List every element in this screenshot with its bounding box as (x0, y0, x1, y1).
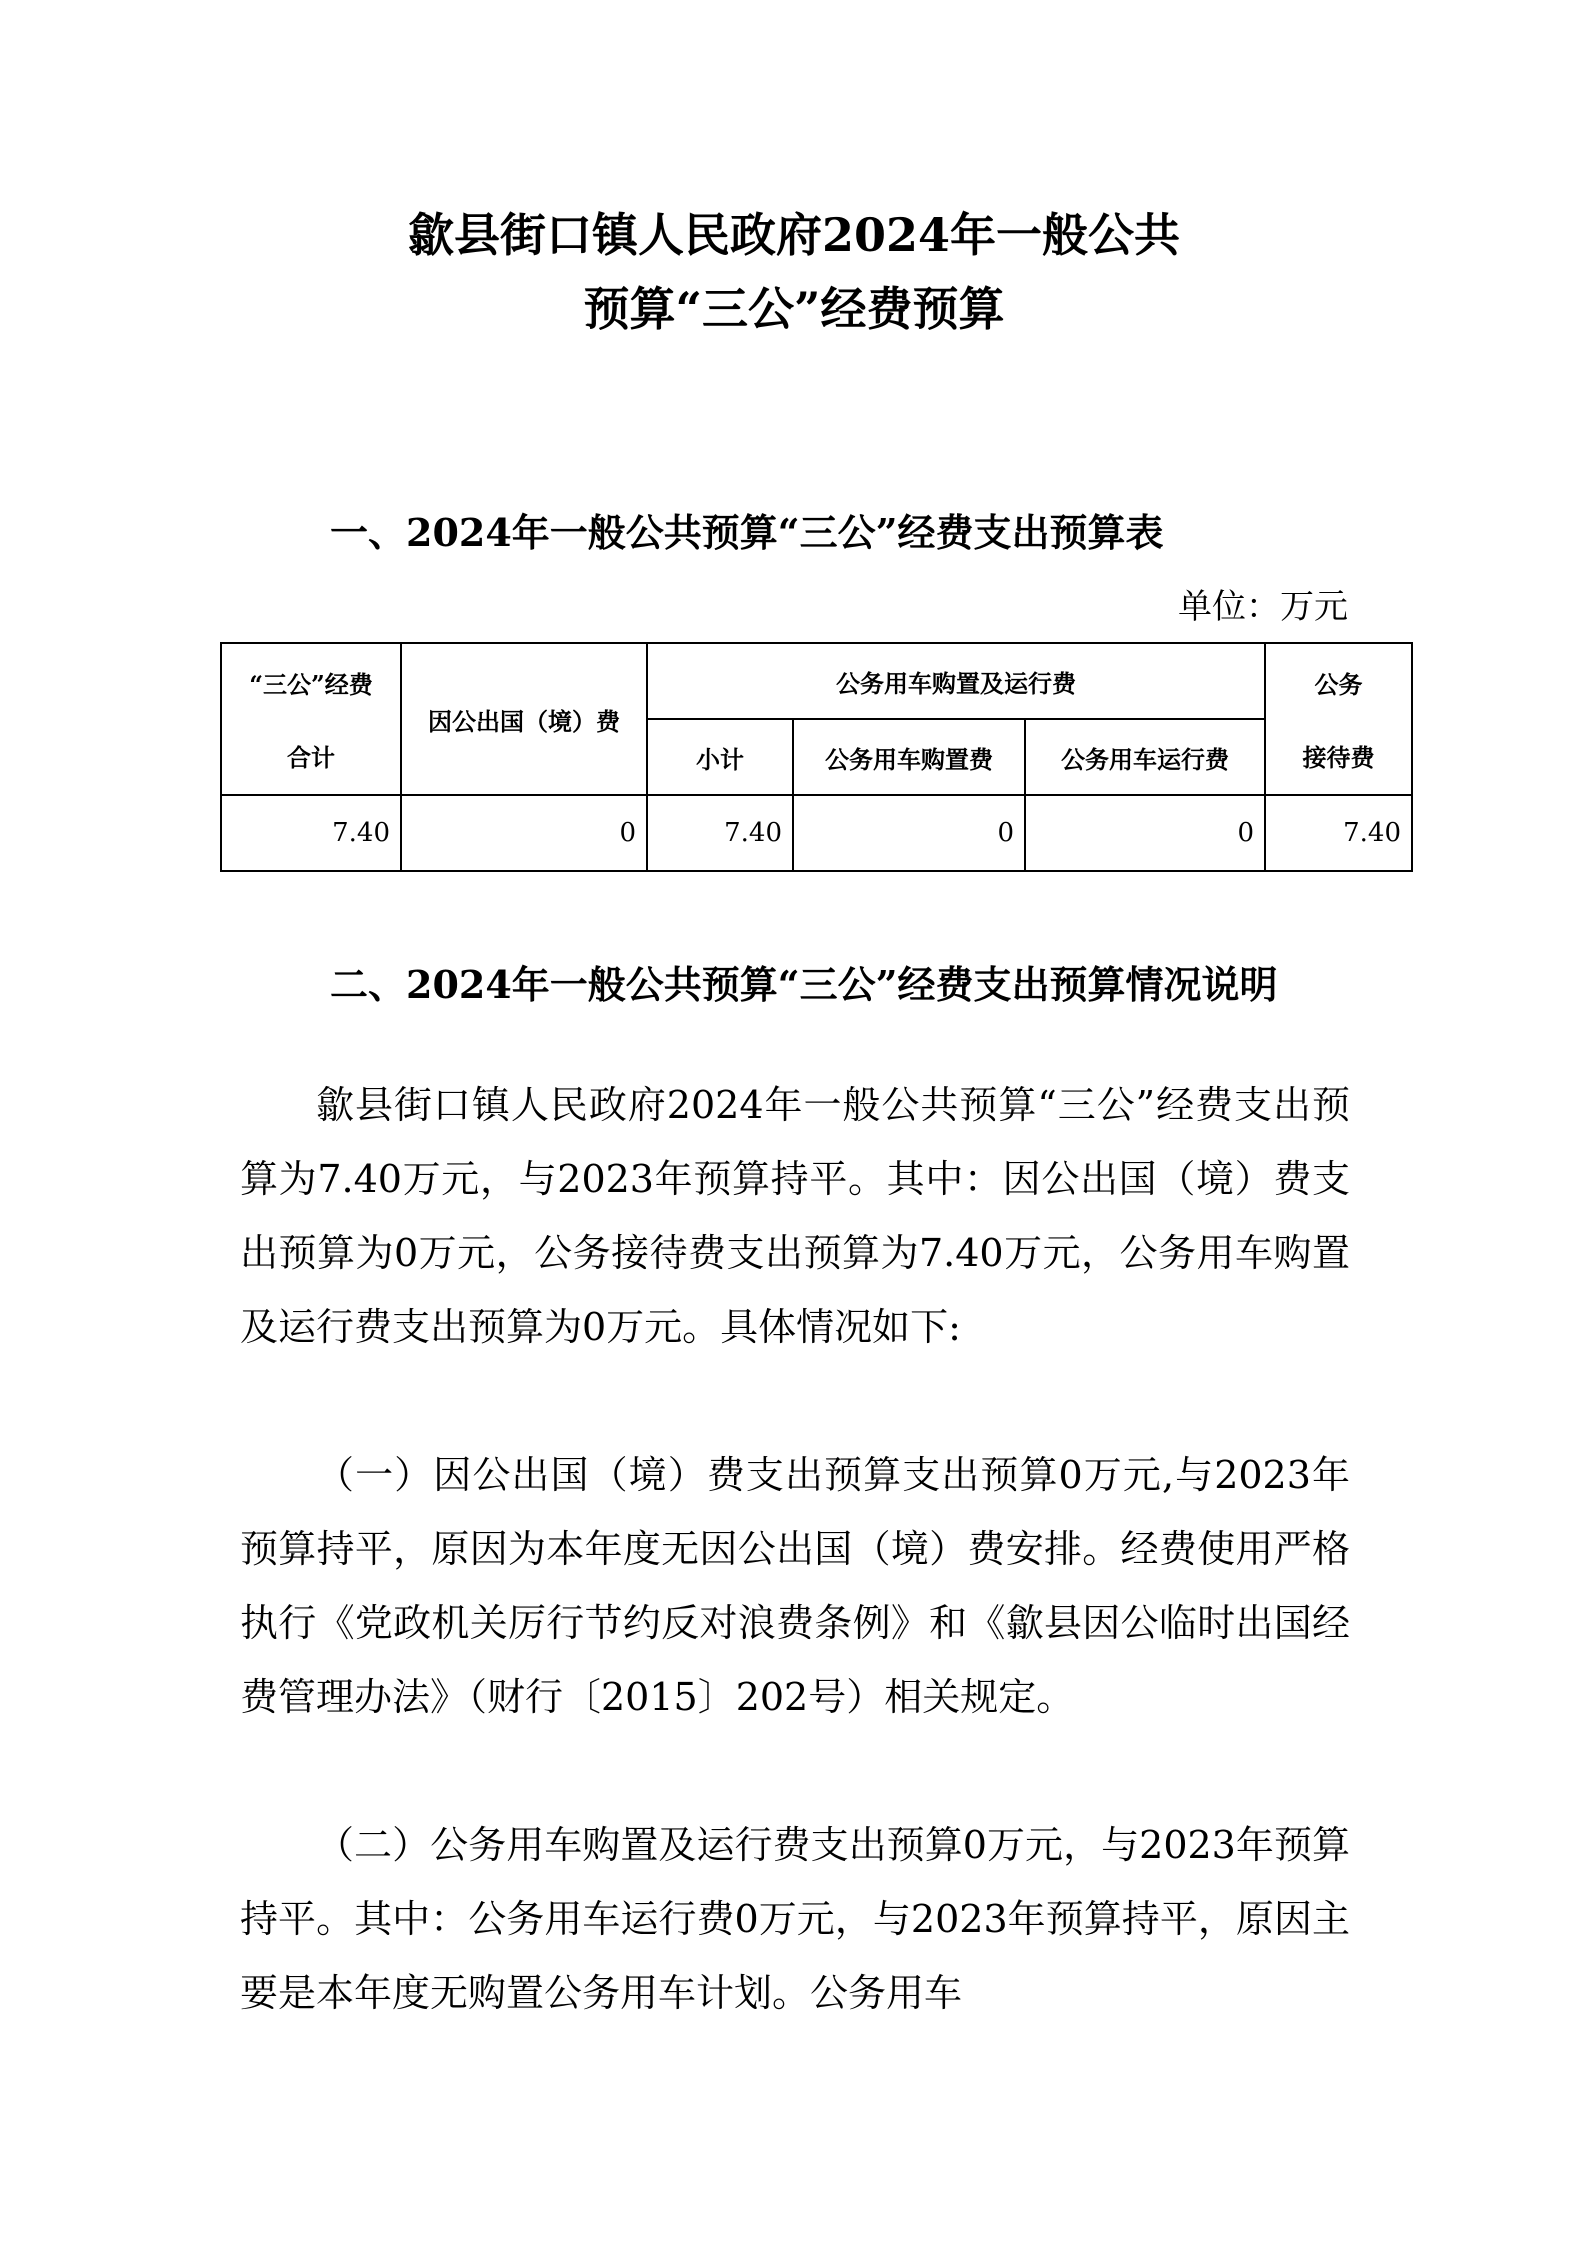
cell-vehicle-operation: 0 (1025, 795, 1265, 871)
header-total-cell (221, 643, 401, 795)
cell-total: 7.40 (221, 795, 401, 871)
document-title-line-1: 歙县街口镇人民政府2024年一般公共 (407, 208, 1181, 262)
cell-subtotal: 7.40 (647, 795, 793, 871)
cell-reception: 7.40 (1265, 795, 1412, 871)
header-total-top: “三公”经费 (249, 670, 373, 699)
three-public-expenses-table (220, 642, 1413, 872)
paragraph-abroad-expenses: （一）因公出国（境）费支出预算支出预算0万元,与2023年预算持平，原因为本年度无因公出国（境）费安排。经费使用严格执行《党政机关厉行节约反对浪费条例》和《歙县因公临时出国经费管理办法》（财行〔2015〕202号）相关规定。 (240, 1453, 1350, 1719)
header-subtotal: 小计 (647, 719, 793, 795)
header-vehicle-group: 公务用车购置及运行费 (647, 643, 1265, 719)
cell-abroad: 0 (401, 795, 647, 871)
header-abroad: 因公出国（境）费 (401, 643, 647, 795)
header-vehicle-operation: 公务用车运行费 (1025, 719, 1265, 795)
paragraph-overview: 歙县街口镇人民政府2024年一般公共预算“三公”经费支出预算为7.40万元，与2023年预算持平。其中：因公出国（境）费支出预算为0万元，公务接待费支出预算为7.40万元，公务用车购置及运行费支出预算为0万元。具体情况如下: (240, 1083, 1350, 1349)
header-reception-cell (1265, 643, 1412, 795)
unit-label: 单位：万元 (1178, 587, 1348, 627)
header-total-bottom: 合计 (287, 743, 335, 772)
table-row (221, 795, 1412, 871)
section-2-heading: 二、2024年一般公共预算“三公”经费支出预算情况说明 (330, 962, 1278, 1007)
document-title-line-2: 预算“三公”经费预算 (583, 282, 1005, 336)
header-reception-top: 公务 (1314, 670, 1363, 699)
table-header-row-1 (221, 643, 1412, 719)
cell-vehicle-purchase: 0 (793, 795, 1025, 871)
paragraph-vehicle-expenses: （二）公务用车购置及运行费支出预算0万元，与2023年预算持平。其中：公务用车运行费0万元，与2023年预算持平，原因主要是本年度无购置公务用车计划。公务用车 (240, 1823, 1350, 2015)
header-reception-bottom: 接待费 (1302, 743, 1375, 772)
section-1-heading: 一、2024年一般公共预算“三公”经费支出预算表 (330, 510, 1164, 555)
header-vehicle-purchase: 公务用车购置费 (793, 719, 1025, 795)
